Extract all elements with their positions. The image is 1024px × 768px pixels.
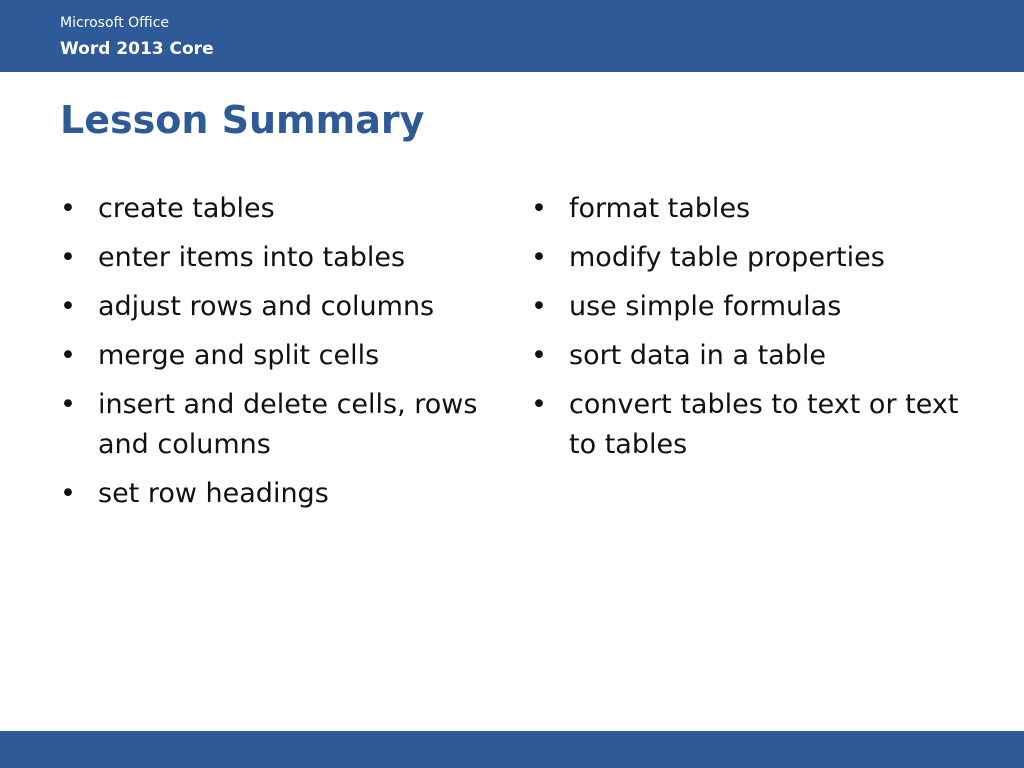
bullet-text: modify table properties	[569, 242, 885, 273]
bullet-glyph: •	[60, 193, 76, 224]
footer-bar	[0, 731, 1024, 768]
product-label: Word 2013 Core	[60, 39, 214, 59]
bullet-item	[527, 385, 972, 465]
bullet-text: format tables	[569, 193, 751, 224]
bullet-item	[56, 336, 501, 376]
brand-label: Microsoft Office	[60, 15, 170, 31]
bullet-text: enter items into tables	[98, 242, 406, 273]
bullet-glyph: •	[60, 478, 76, 509]
bullet-glyph: •	[60, 291, 76, 322]
bullet-glyph: •	[60, 389, 76, 420]
bullet-glyph: •	[531, 193, 547, 224]
bullet-glyph: •	[60, 242, 76, 273]
header-bar	[0, 0, 1024, 72]
bullet-item	[56, 238, 501, 278]
bullet-item	[527, 238, 972, 278]
bullet-glyph: •	[60, 340, 76, 371]
bullet-glyph: •	[531, 291, 547, 322]
bullet-glyph: •	[531, 242, 547, 273]
bullet-text: set row headings	[98, 478, 329, 509]
bullet-item	[56, 189, 501, 229]
bullet-text: sort data in a table	[569, 340, 826, 371]
bullet-text: insert and delete cells, rows and columns	[98, 389, 478, 460]
bullet-text: merge and split cells	[98, 340, 380, 371]
bullet-item	[527, 287, 972, 327]
bullet-item	[527, 189, 972, 229]
bullet-item	[56, 287, 501, 327]
left-bullet-list	[56, 189, 501, 523]
bullet-glyph: •	[531, 389, 547, 420]
bullet-glyph: •	[531, 340, 547, 371]
slide-title: Lesson Summary	[60, 98, 425, 142]
bullet-text: adjust rows and columns	[98, 291, 435, 322]
bullet-item	[56, 474, 501, 514]
bullet-text: use simple formulas	[569, 291, 842, 322]
bullet-text: convert tables to text or text to tables	[569, 389, 959, 460]
right-bullet-list	[527, 189, 972, 474]
bullet-item	[527, 336, 972, 376]
bullet-item	[56, 385, 501, 465]
bullet-text: create tables	[98, 193, 275, 224]
